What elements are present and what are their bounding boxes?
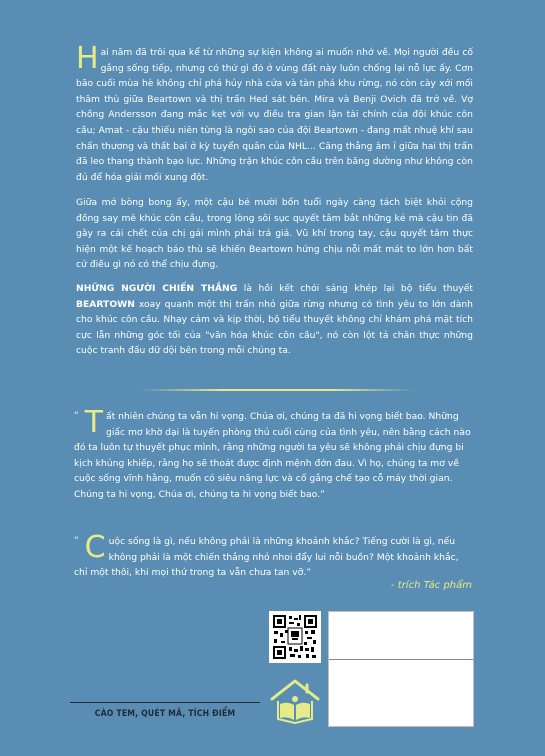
open-quote-mark: “ bbox=[74, 411, 79, 421]
scratch-label-rule bbox=[70, 702, 260, 703]
publisher-house-book-icon bbox=[268, 677, 322, 725]
drop-cap: T bbox=[84, 405, 103, 440]
synopsis-text: là hồi kết chói sáng khép lại bộ tiểu thuyết bbox=[237, 283, 473, 294]
synopsis-paragraph-1 bbox=[76, 41, 473, 185]
series-title: BEARTOWN bbox=[76, 298, 135, 310]
qr-code-icon[interactable] bbox=[269, 611, 321, 663]
open-quote-mark: “ bbox=[74, 536, 79, 546]
stamp-box-divider bbox=[329, 659, 473, 660]
synopsis-paragraph-2 bbox=[76, 195, 473, 273]
synopsis-text: Giữa mớ bòng bong ấy, một cậu bé mười bốn tuổi ngày càng tách biệt khỏi cộng đồng say mê khúc côn cầu, trong lòng sôi sục quyết tâm bắt những kẻ mà cậu tin đã gây ra cái chết của chị gái mình phải trả giá. Vũ khí trong tay, cậu quyết tâm thực hiện một kế hoạch báo thù sẽ khiến Beartown hứng chịu nỗi mất mát to lớn hơn bất cứ điều gì nó có thể chịu đựng. bbox=[76, 197, 473, 271]
drop-cap: H bbox=[76, 41, 99, 76]
section-divider bbox=[140, 389, 415, 391]
scratch-stamp-box[interactable] bbox=[328, 611, 474, 727]
scratch-instructions: CÀO TEM, QUÉT MÃ, TÍCH ĐIỂM bbox=[94, 709, 236, 719]
quote-text: ất nhiên chúng ta vẫn hi vọng. Chúa ơi, chúng ta đã hi vọng biết bao. Những giấc mơ khờ dại là tuyến phòng thủ cuối cùng của tình yêu, nên bằng cách nào đó ta luôn tự thuyết phục mình, rằng những người ta yêu sẽ không phải chịu đựng bi kịch khủng khiếp, rằng họ sẽ thoát được định mệnh đớn đau. Vì họ, chúng ta mơ về cuộc sống vĩnh hằng, muốn có siêu năng lực và cố gắng chế tạo cỗ máy thời gian. Chúng ta hi vọng, Chúa ơi, chúng ta hi vọng biết bao.” bbox=[74, 411, 471, 500]
drop-cap: C bbox=[84, 530, 106, 565]
synopsis-paragraph-3 bbox=[76, 281, 473, 359]
book-title: NHỮNG NGƯỜI CHIẾN THẮNG bbox=[76, 283, 238, 294]
quote-1 bbox=[74, 405, 474, 503]
quote-text: uộc sống là gì, nếu không phải là những khoảnh khắc? Tiếng cười là gì, nếu không phải là một chiến thắng nhỏ nhoi đẩy lui nỗi buồn? Một khoảnh khắc, chỉ một thôi, khi mọi thứ trong ta vẫn chưa tan vỡ.” bbox=[74, 536, 459, 579]
quote-credit: - trích Tác phẩm bbox=[390, 580, 472, 591]
synopsis-text: ai năm đã trôi qua kể từ những sự kiện không ai muốn nhớ về. Mọi người đều cố gắng sống tiếp, nhưng có thứ gì đó ở vùng đất này luôn chống lại nỗ lực ấy. Cơn bão cuối mùa hè không chỉ phá hủy nhà cửa và tàn phá khu rừng, nó còn cày xới mối thâm thù giữa Beartown và thị trấn Hed sát bên. Mira và Benji Ovich đã trở về. Vợ chồng Andersson đang mắc kẹt với vụ điều tra gian lận tài chính của đội khúc côn cầu; Amat - cậu thiếu niên từng là ngôi sao của đội Beartown - đang mất nhuệ khí sau chấn thương và thất bại ở kỳ tuyển quân của NHL... Căng thẳng âm ỉ giữa hai thị trấn đã leo thang thành bạo lực. Những trận khúc côn cầu trên băng dường như không còn đủ để hóa giải mối xung đột. bbox=[76, 47, 473, 183]
synopsis-text: xoay quanh một thị trấn nhỏ giữa rừng nhưng có tình yêu to lớn dành cho khúc côn cầu. Nhạy cảm và kịp thời, bộ tiểu thuyết không chỉ khám phá mặt tích cực lẫn những góc tối của "văn hóa khúc côn cầu", nó còn lột tả chân thực những cuộc tranh đấu dữ dội bên trong mỗi chúng ta. bbox=[76, 298, 473, 357]
quote-2 bbox=[74, 530, 474, 581]
